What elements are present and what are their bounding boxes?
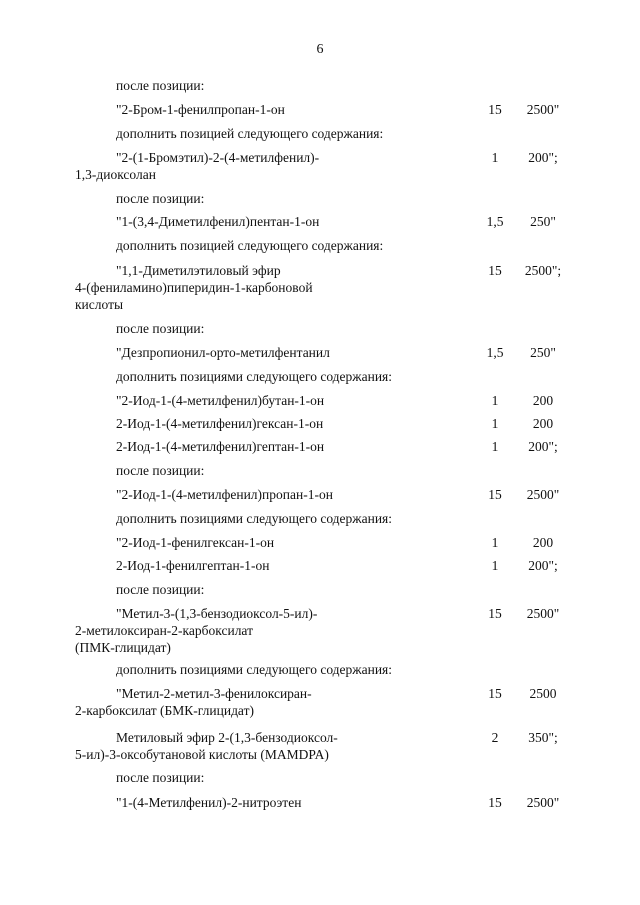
quantity-value: 1: [491, 150, 499, 165]
substance-name-line: Метиловый эфир 2-(1,3-бензодиоксол-: [116, 730, 338, 745]
quantity-value: 1,5: [486, 345, 504, 360]
quantity-value: 1: [491, 393, 499, 408]
amount-value: 200";: [528, 439, 558, 454]
substance-name-line: "1-(3,4-Диметилфенил)пентан-1-он: [116, 214, 320, 229]
substance-name-line: кислоты: [75, 297, 124, 312]
substance-name-line: 2-Иод-1-(4-метилфенил)гептан-1-он: [116, 439, 325, 454]
substance-name-line: 2-Иод-1-фенилгептан-1-он: [116, 558, 270, 573]
instruction-text: после позиции:: [116, 463, 205, 478]
instruction-text: после позиции:: [116, 191, 205, 206]
substance-name: [75, 262, 470, 313]
substance-name-line: "2-Иод-1-(4-метилфенил)бутан-1-он: [116, 393, 325, 408]
quantity-value: 1: [491, 416, 499, 431]
amount-value: 350";: [528, 730, 558, 745]
amount-value: 250": [530, 214, 556, 229]
quantity-value: 1,5: [486, 214, 504, 229]
amount-value: 2500": [526, 606, 560, 621]
substance-name: [75, 794, 470, 811]
quantity-value: 1: [491, 439, 499, 454]
substance-name: [75, 729, 470, 763]
substance-name: [75, 534, 470, 551]
substance-name-line: "2-Иод-1-фенилгексан-1-он: [116, 535, 275, 550]
quantity-value: 15: [488, 686, 502, 701]
substance-name: [75, 486, 470, 503]
instruction-text: дополнить позицией следующего содержания:: [116, 126, 384, 141]
quantity-value: 1: [491, 558, 499, 573]
quantity-value: 15: [488, 606, 502, 621]
substance-name: [75, 344, 470, 361]
amount-value: 2500: [529, 686, 557, 701]
amount-value: 200: [532, 416, 554, 431]
substance-name-line: "2-Бром-1-фенилпропан-1-он: [116, 102, 285, 117]
substance-name-line: 2-метилоксиран-2-карбоксилат: [75, 623, 253, 638]
substance-name-line: "Метил-2-метил-3-фенилоксиран-: [116, 686, 312, 701]
substance-name: [75, 392, 470, 409]
substance-name: [75, 605, 470, 656]
instruction-text: дополнить позицией следующего содержания:: [116, 238, 384, 253]
substance-name-line: 1,3-диоксолан: [75, 167, 156, 182]
instruction-text: дополнить позициями следующего содержания:: [116, 662, 393, 677]
substance-name-line: 4-(фениламино)пиперидин-1-карбоновой: [75, 280, 313, 295]
quantity-value: 15: [488, 102, 502, 117]
substance-name: [75, 101, 470, 118]
substance-name: [75, 438, 470, 455]
instruction-text: дополнить позициями следующего содержания:: [116, 511, 393, 526]
substance-name-line: "Метил-3-(1,3-бензодиоксол-5-ил)-: [116, 606, 318, 621]
instruction-text: после позиции:: [116, 582, 205, 597]
substance-name-line: (ПМК-глицидат): [75, 640, 171, 655]
quantity-value: 15: [488, 263, 502, 278]
substance-name: [75, 149, 470, 183]
substance-name-line: "2-Иод-1-(4-метилфенил)пропан-1-он: [116, 487, 333, 502]
substance-name-line: 5-ил)-3-оксобутановой кислоты (MAMDPA): [75, 747, 329, 762]
amount-value: 2500": [526, 795, 560, 810]
amount-value: 2500";: [524, 263, 562, 278]
quantity-value: 1: [491, 535, 499, 550]
amount-value: 250": [530, 345, 556, 360]
substance-name: [75, 415, 470, 432]
page-number: 6: [316, 42, 324, 57]
substance-name: [75, 213, 470, 230]
amount-value: 200: [532, 535, 554, 550]
instruction-text: после позиции:: [116, 321, 205, 336]
substance-name-line: "1,1-Диметилэтиловый эфир: [116, 263, 281, 278]
substance-name-line: "1-(4-Метилфенил)-2-нитроэтен: [116, 795, 302, 810]
instruction-text: после позиции:: [116, 78, 205, 93]
substance-name: [75, 685, 470, 719]
amount-value: 2500": [526, 487, 560, 502]
instruction-text: дополнить позициями следующего содержания:: [116, 369, 393, 384]
substance-name-line: "Дезпропионил-орто-метилфентанил: [116, 345, 330, 360]
substance-name-line: 2-Иод-1-(4-метилфенил)гексан-1-он: [116, 416, 324, 431]
amount-value: 200: [532, 393, 554, 408]
quantity-value: 2: [491, 730, 499, 745]
quantity-value: 15: [488, 795, 502, 810]
amount-value: 200";: [528, 150, 558, 165]
substance-name-line: "2-(1-Бромэтил)-2-(4-метилфенил)-: [116, 150, 320, 165]
amount-value: 200";: [528, 558, 558, 573]
amount-value: 2500": [526, 102, 560, 117]
substance-name: [75, 557, 470, 574]
substance-name-line: 2-карбоксилат (БМК-глицидат): [75, 703, 254, 718]
quantity-value: 15: [488, 487, 502, 502]
instruction-text: после позиции:: [116, 770, 205, 785]
